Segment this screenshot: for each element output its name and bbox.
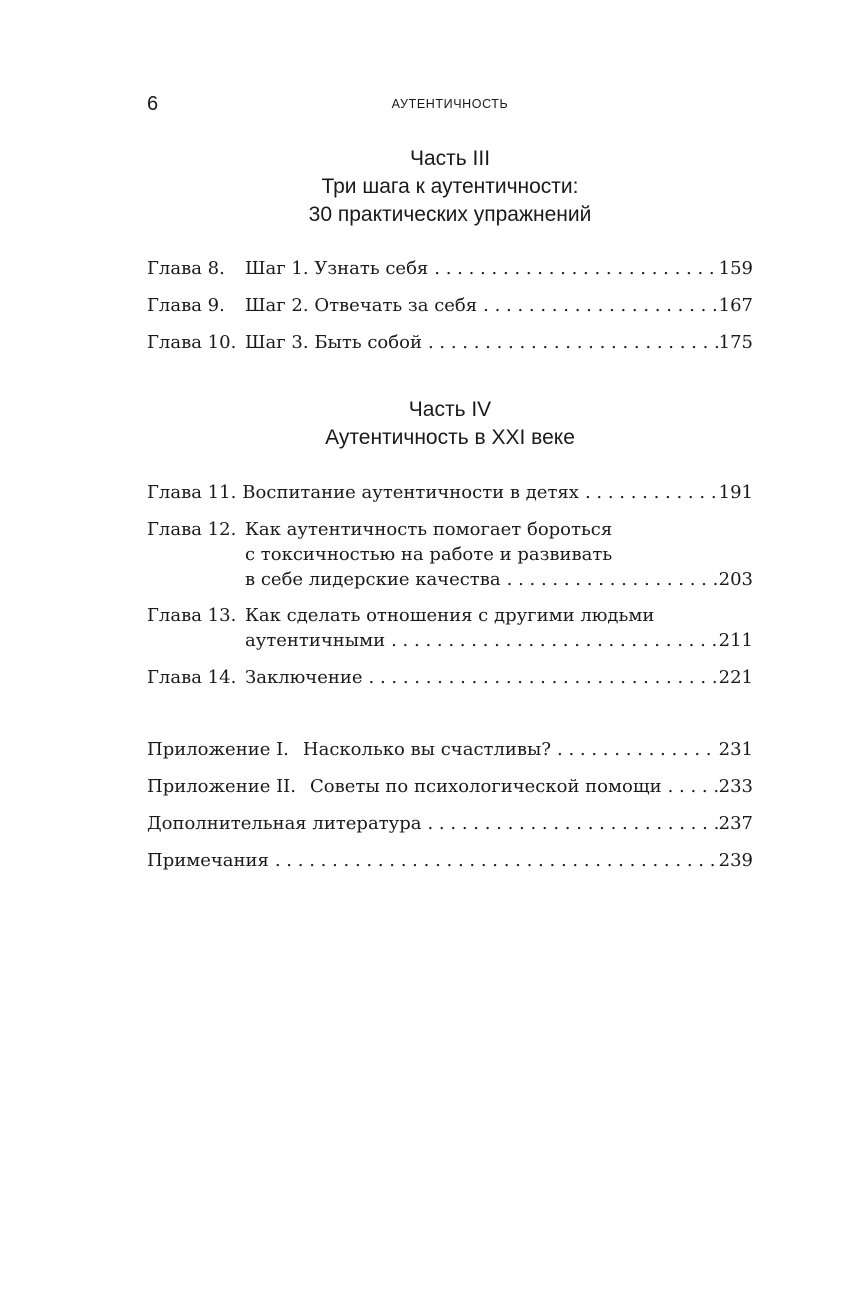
part-4-heading [147,396,753,452]
chapter-page-number: 211 [718,630,753,651]
appendix-title: Насколько вы счастливы? [302,739,552,760]
chapter-label: Глава 14. [147,667,237,688]
toc-entry-chapter-14[interactable] [147,665,753,690]
toc-entry-chapter-13[interactable] [147,603,753,653]
page-number: 6 [147,93,159,115]
chapter-label: Глава 9. [147,295,225,316]
chapter-page-number: 203 [718,569,753,590]
dot-leader [662,774,719,799]
appendix-label: Приложение I. [147,739,289,760]
part-3-heading [147,145,753,229]
chapter-title: Заключение [245,667,363,688]
chapter-page-number: 191 [718,482,753,503]
running-title: АУТЕНТИЧНОСТЬ [391,97,509,111]
chapter-label: Глава 13. [147,605,237,626]
dot-leader [579,480,719,505]
part-4-label: Часть IV [408,398,492,421]
further-reading-title: Дополнительная литература [147,813,422,834]
chapter-page-number: 175 [718,332,753,353]
chapter-title: Шаг 3. Быть собой [245,332,422,353]
dot-leader [421,811,718,836]
toc-entry-appendix-2[interactable] [147,774,753,799]
toc-entry-appendix-1[interactable] [147,737,753,762]
appendix-page-number: 231 [718,739,753,760]
chapter-title-line-2: с токсичностью на работе и развивать [245,544,613,565]
chapter-title-line-1: Как сделать отношения с другими людьми [245,605,655,626]
part-4-title-line-1: Аутентичность в XXI веке [325,426,575,449]
toc-entry-notes[interactable] [147,848,753,873]
dot-leader [551,737,719,762]
notes-page-number: 239 [718,850,753,871]
toc-entry-chapter-9[interactable] [147,293,753,318]
chapter-page-number: 167 [718,295,753,316]
dot-leader [269,848,719,873]
dot-leader [428,256,718,281]
appendix-label: Приложение II. [147,776,297,797]
part-3-title-line-2: 30 практических упражнений [308,203,592,226]
dot-leader [422,330,719,355]
chapter-title: Шаг 1. Узнать себя [245,258,429,279]
chapter-title: Воспитание аутентичности в детях [242,482,579,503]
dot-leader [363,665,719,690]
chapter-title-line-2: аутентичными [245,630,386,651]
appendix-title: Советы по психологической помощи [310,776,662,797]
notes-title: Примечания [147,850,269,871]
chapter-label: Глава 12. [147,519,237,540]
further-reading-page-number: 237 [718,813,753,834]
chapter-title-line-3: в себе лидерские качества [245,569,501,590]
toc-entry-chapter-8[interactable] [147,256,753,281]
part-3-title-line-1: Три шага к аутентичности: [321,175,579,198]
chapter-label: Глава 10. [147,332,237,353]
chapter-page-number: 221 [718,667,753,688]
toc-entry-chapter-12[interactable] [147,517,753,592]
toc-entry-chapter-11[interactable] [147,480,753,505]
toc-entry-further-reading[interactable] [147,811,753,836]
chapter-label: Глава 11. [147,482,237,503]
toc-entry-chapter-10[interactable] [147,330,753,355]
appendix-page-number: 233 [718,776,753,797]
dot-leader [501,567,719,592]
chapter-title-line-1: Как аутентичность помогает бороться [245,519,613,540]
part-3-label: Часть III [409,147,491,170]
chapter-page-number: 159 [718,258,753,279]
chapter-title: Шаг 2. Отвечать за себя [245,295,478,316]
dot-leader [477,293,719,318]
dot-leader [385,628,719,653]
chapter-label: Глава 8. [147,258,225,279]
